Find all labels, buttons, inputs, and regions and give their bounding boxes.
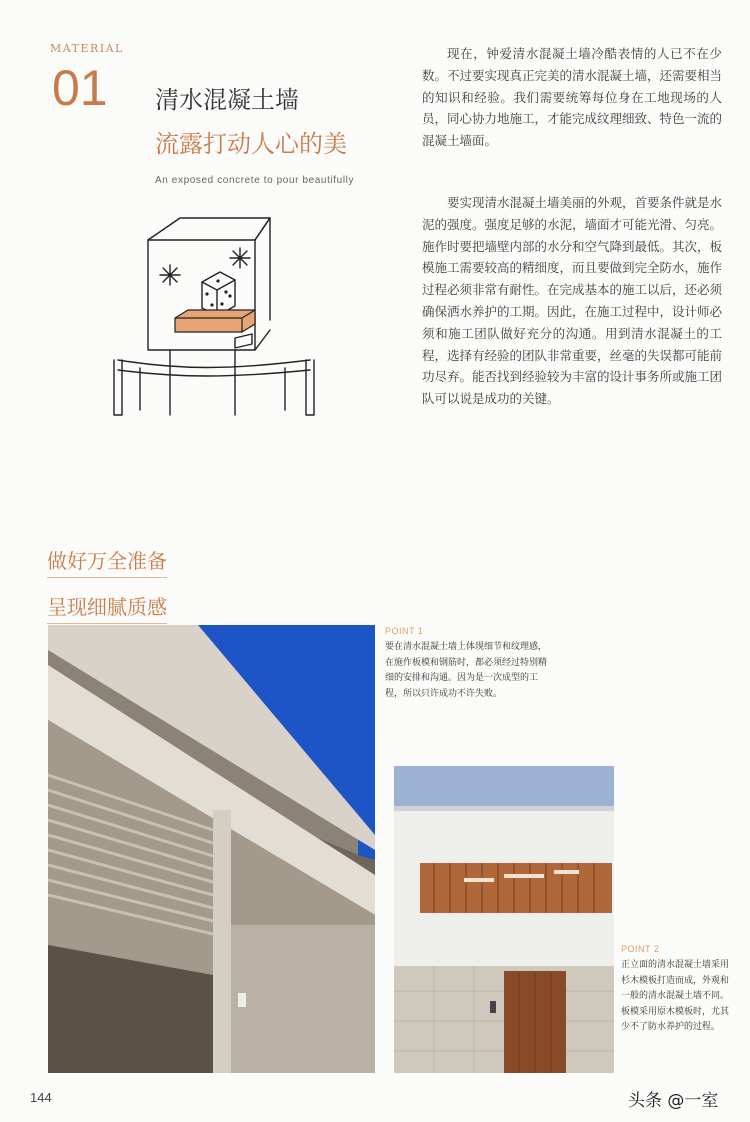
material-label: MATERIAL xyxy=(50,42,124,55)
section-number: 01 xyxy=(52,60,108,116)
point-1-text: 要在清水混凝土墙上体现细节和纹理感，在施作板模和钢筋时，都必须经过特别精细的安排和沟通。因为是一次成型的工程，所以只许成功不许失败。 xyxy=(385,642,548,699)
section-heading-2: 呈现细腻质感 xyxy=(47,591,167,624)
point-1-label: POINT 1 xyxy=(385,626,424,636)
display-case-illustration xyxy=(110,210,340,425)
body-paragraph-1: 现在，钟爱清水混凝土墙冷酷表情的人已不在少数。不过要实现真正完美的清水混凝土墙，还需要相当的知识和经验。我们需要统筹每位身在工地现场的人员，同心协力地施工，才能完成纹理细致、特色一流的混凝土墙面。 xyxy=(422,46,723,149)
section-heading-1: 做好万全准备 xyxy=(47,545,167,578)
body-paragraph-2: 要实现清水混凝土墙美丽的外观，首要条件就是水泥的强度。强度足够的水泥，墙面才可能光滑、匀亮。施作时要把墙壁内部的水分和空气降到最低。其次，板模施工需要较高的精细度，而且要做到完全防水，施作过程必须非常有耐性。在完成基本的施工以后，还必须确保洒水养护的工期。因此，在施工过程中，设计师必须和施工团队做好充分的沟通。用到清水混凝土的工程，选择有经验的团队非常重要，丝毫的失误都可能前功尽弃。能否找到经验较为丰富的设计事务所或施工团队可以说是成功的关键。 xyxy=(422,195,723,407)
english-subtitle: An exposed concrete to pour beautifully xyxy=(155,175,355,186)
watermark: 头条 @一室 xyxy=(628,1091,719,1111)
point-2-label: POINT 2 xyxy=(621,944,660,954)
page-subtitle: 流露打动人心的美 xyxy=(155,130,347,158)
page-title: 清水混凝土墙 xyxy=(155,86,299,114)
page-number: 144 xyxy=(30,1090,52,1105)
building-photo-2 xyxy=(394,766,614,1073)
point-2-text: 正立面的清水混凝土墙采用杉木模板打造而成，外观和一般的清水混凝土墙不同。板模采用原木模板时，尤其少不了防水养护的过程。 xyxy=(621,960,730,1032)
building-photo-1 xyxy=(48,625,375,1073)
